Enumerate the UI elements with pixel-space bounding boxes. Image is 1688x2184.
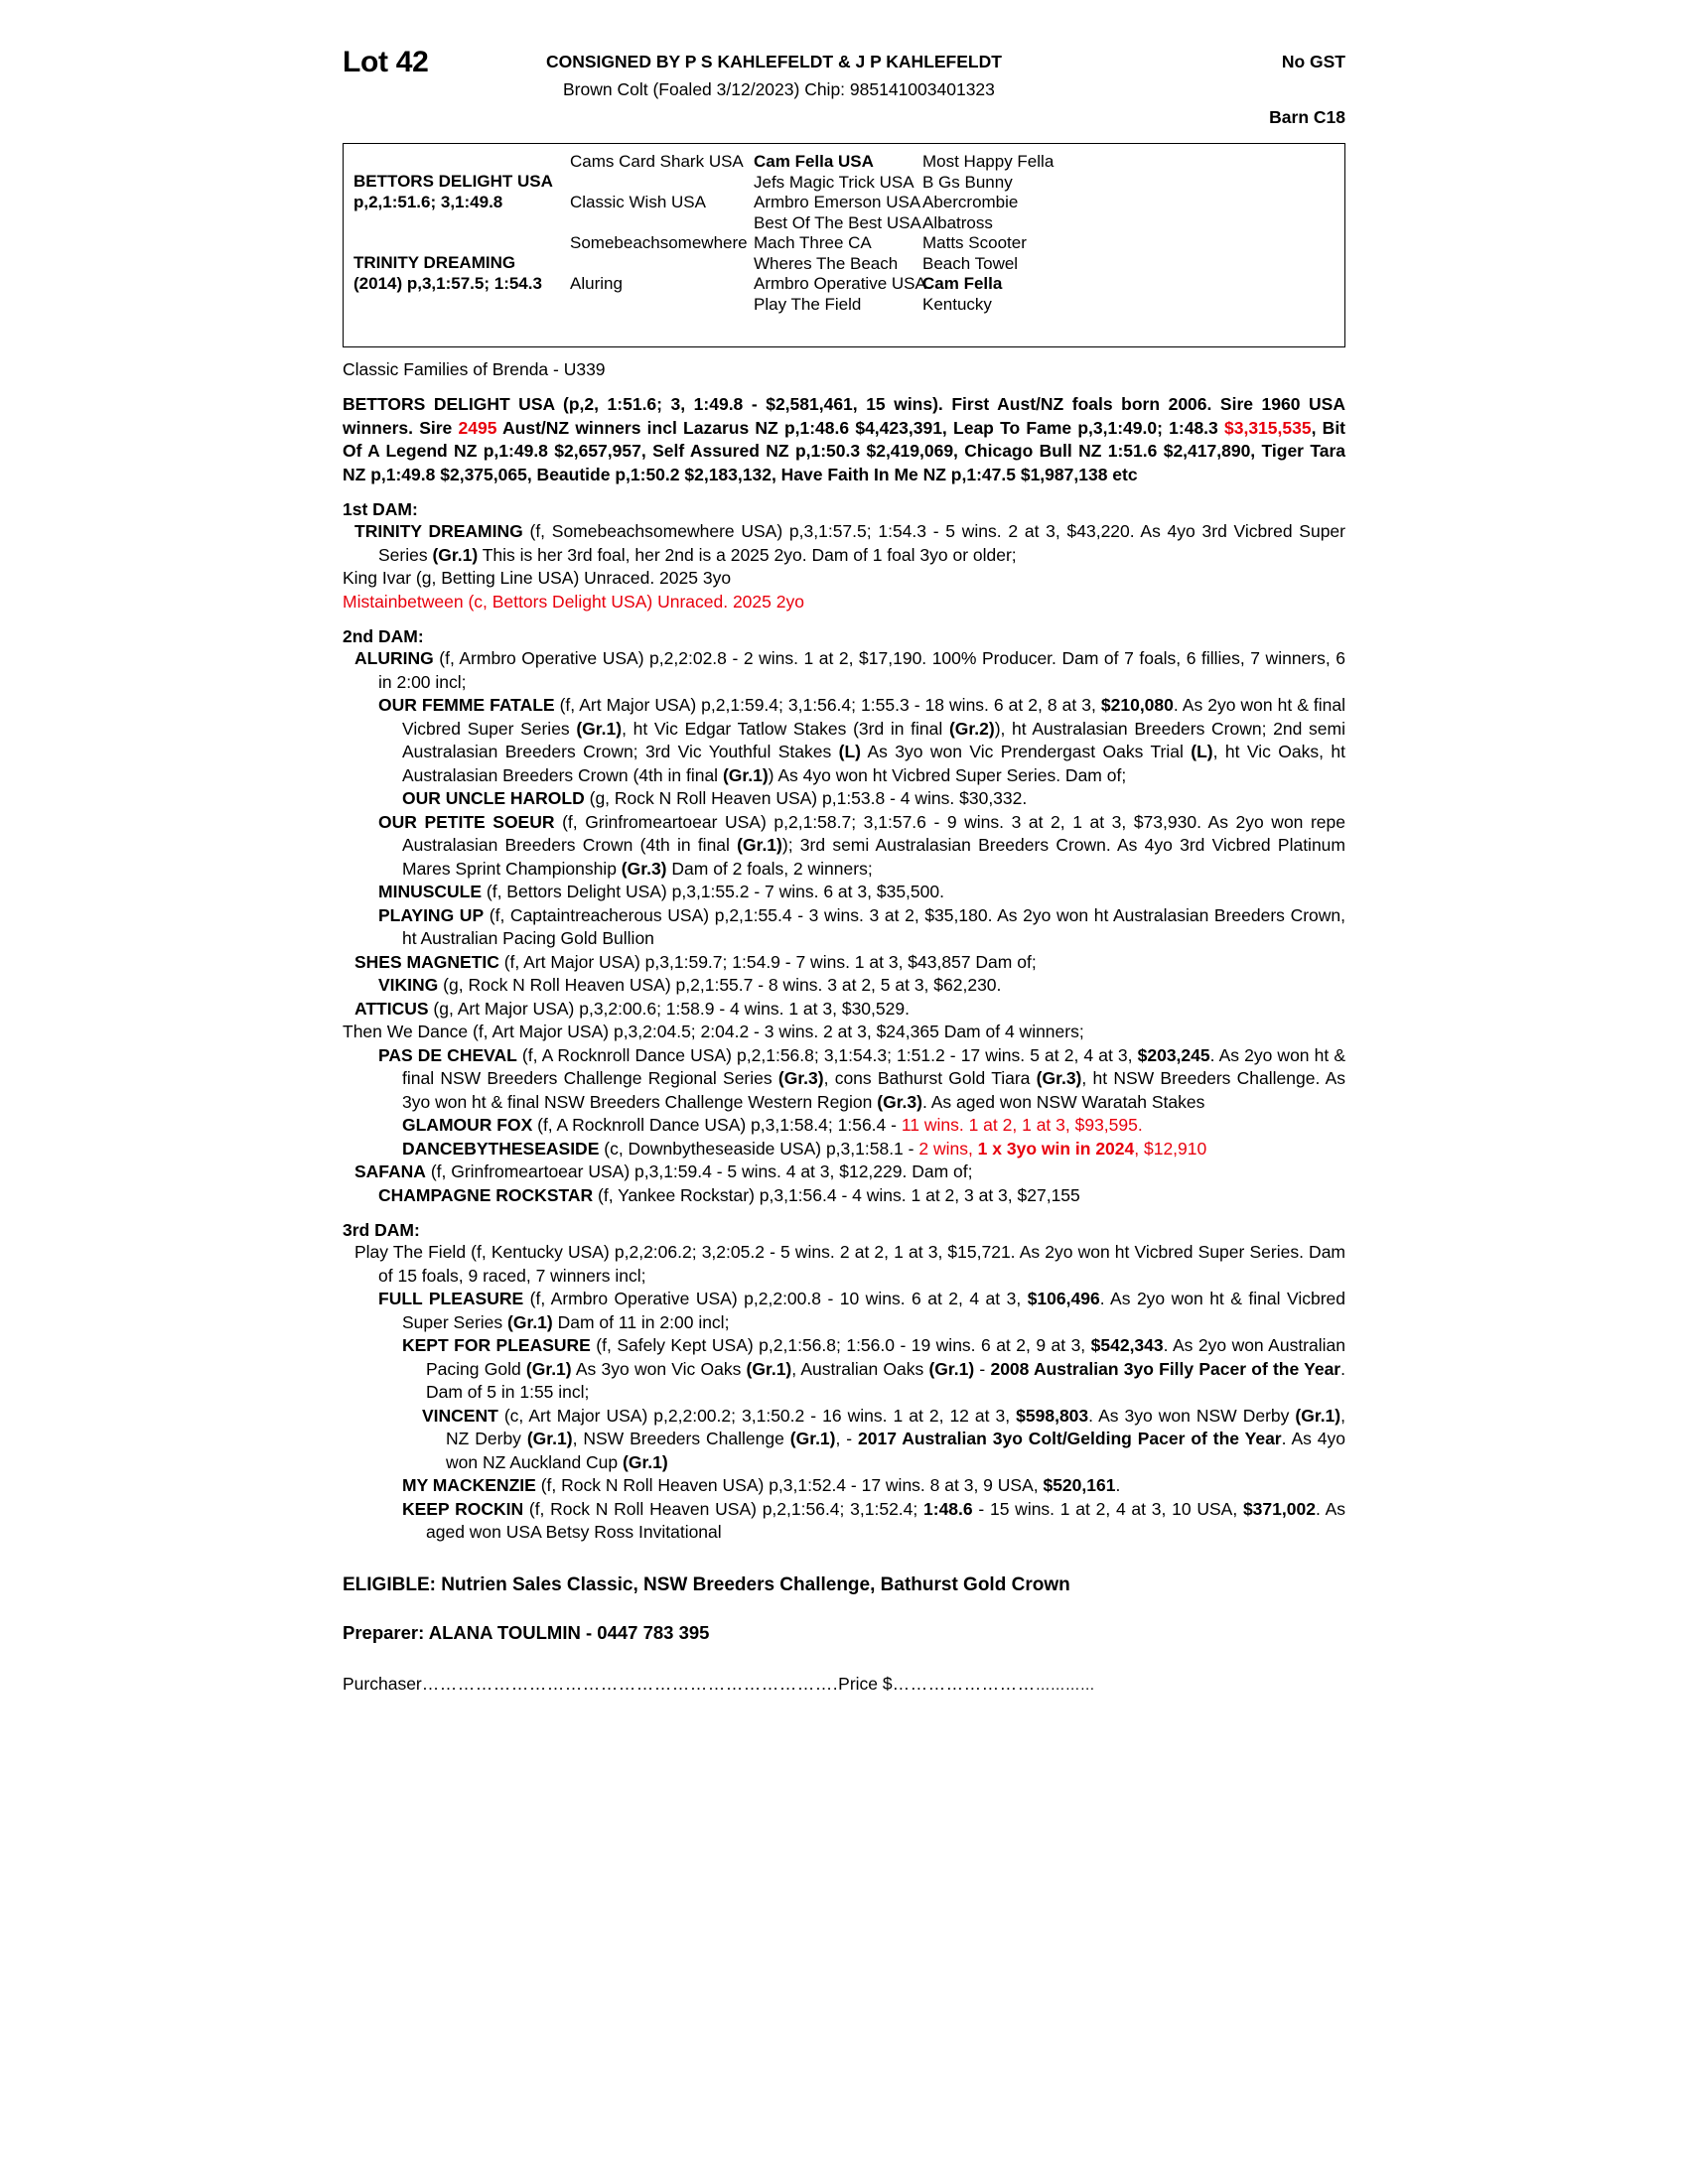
pas-de-cheval-name: PAS DE CHEVAL xyxy=(378,1044,517,1065)
purchaser-row xyxy=(343,1674,1345,1695)
pedigree-gen4-2: B Gs Bunny xyxy=(922,173,1013,192)
kept-for-pleasure-detail6: . Dam of 5 in 1:55 incl; xyxy=(426,1358,1345,1402)
leap-to-fame-earnings: $3,315,535 xyxy=(1224,417,1312,438)
pas-de-cheval-detail3: , cons Bathurst Gold Tiara xyxy=(823,1068,1037,1088)
progeny-safana xyxy=(343,1160,1345,1184)
our-femme-fatale-detail: (f, Art Major USA) p,2,1:59.4; 3,1:56.4; 1:55.3 - 18 wins. 6 at 2, 8 at 3, xyxy=(554,695,1101,715)
pas-de-cheval-grade2: (Gr.3) xyxy=(1036,1068,1082,1088)
progeny-viking xyxy=(343,974,1345,998)
dancebytheseaside-name: DANCEBYTHESEASIDE xyxy=(402,1138,600,1159)
safana-name: SAFANA xyxy=(354,1161,426,1181)
pas-de-cheval-detail: (f, A Rocknroll Dance USA) p,2,1:56.8; 3,1:54.3; 1:51.2 - 17 wins. 5 at 2, 4 at 3, xyxy=(516,1044,1138,1065)
pedigree-sire-record: p,2,1:51.6; 3,1:49.8 xyxy=(353,193,503,211)
progeny-glamour-fox xyxy=(343,1114,1345,1138)
pedigree-gen3-7: Armbro Operative USA xyxy=(754,274,926,293)
kept-for-pleasure-detail2: . As 2yo won Australian Pacing Gold xyxy=(426,1335,1345,1379)
kept-for-pleasure-grade3: (Gr.1) xyxy=(928,1358,975,1379)
pedigree-table xyxy=(343,143,1345,347)
family-line: Classic Families of Brenda - U339 xyxy=(343,359,606,379)
dancebytheseaside-2024-win: 1 x 3yo win in 2024 xyxy=(977,1138,1135,1159)
first-dam-foal-1: King Ivar (g, Betting Line USA) Unraced. 2025 3yo xyxy=(343,568,732,588)
progeny-our-uncle-harold xyxy=(343,787,1345,811)
lot-number: Lot 42 xyxy=(343,46,429,78)
keep-rockin-earnings: $371,002 xyxy=(1242,1498,1316,1519)
our-femme-fatale-detail2: . As 2yo won ht & final Vicbred Super Series xyxy=(402,695,1346,739)
my-mackenzie-detail: (f, Rock N Roll Heaven USA) p,3,1:52.4 - 17 wins. 8 at 3, 9 USA, xyxy=(535,1475,1044,1495)
pedigree-gen3-6: Wheres The Beach xyxy=(754,254,899,273)
glamour-fox-detail2: . xyxy=(1137,1115,1143,1135)
second-dam-name: ALURING xyxy=(354,648,434,668)
price-dotted-line: …………………… xyxy=(892,1673,1036,1694)
pedigree-gen4-1: Most Happy Fella xyxy=(922,152,1055,171)
vincent-detail: (c, Art Major USA) p,2,2:00.2; 3,1:50.2 - 16 wins. 1 at 2, 12 at 3, xyxy=(497,1405,1017,1426)
our-uncle-harold-name: OUR UNCLE HAROLD xyxy=(402,788,585,808)
pedigree-gen3-4: Best Of The Best USA xyxy=(754,213,921,232)
our-femme-fatale-detail5: As 3yo won Vic Prendergast Oaks Trial xyxy=(861,742,1192,761)
our-petite-soeur-detail: (f, Grinfromeartoear USA) p,2,1:58.7; 3,1:57.6 - 9 wins. 3 at 2, 1 at 3, $73,930. As 2yo won repe Australasian Breeders Crown (4th in final xyxy=(402,811,1345,855)
our-femme-fatale-detail6: , ht Vic Oaks, ht Australasian Breeders Crown (4th in final xyxy=(402,742,1345,785)
pedigree-sire-sire: Cams Card Shark USA xyxy=(570,152,744,171)
vincent-detail4: , NSW Breeders Challenge xyxy=(572,1429,790,1448)
sire-winners-count: 2495 xyxy=(458,417,497,438)
pedigree-dam-dam: Aluring xyxy=(570,274,623,293)
pas-de-cheval-detail2: . As 2yo won ht & final NSW Breeders Challenge Regional Series xyxy=(402,1044,1345,1088)
second-dam-entry xyxy=(343,647,1345,694)
our-femme-fatale-detail4: ), ht Australasian Breeders Crown; 2nd semi Australasian Breeders Crown; 3rd Vic Youthful Stakes xyxy=(402,718,1345,761)
progeny-full-pleasure xyxy=(343,1288,1345,1334)
our-petite-soeur-grade2: (Gr.3) xyxy=(621,858,667,879)
pedigree-gen3-2: Jefs Magic Trick USA xyxy=(754,173,914,192)
keep-rockin-mark: 1:48.6 xyxy=(923,1498,973,1519)
first-dam-foal-2: Mistainbetween (c, Bettors Delight USA) Unraced. 2025 2yo xyxy=(343,591,804,612)
glamour-fox-name: GLAMOUR FOX xyxy=(402,1115,533,1135)
foaling-details: Brown Colt (Foaled 3/12/2023) Chip: 985141003401323 xyxy=(563,79,995,99)
keep-rockin-name: KEEP ROCKIN xyxy=(402,1498,524,1519)
purchaser-label: Purchaser xyxy=(343,1673,422,1694)
playing-up-name: PLAYING UP xyxy=(378,904,485,925)
progeny-pas-de-cheval xyxy=(343,1044,1345,1115)
progeny-then-we-dance: Then We Dance (f, Art Major USA) p,3,2:04.5; 2:04.2 - 3 wins. 2 at 3, $24,365 Dam of 4 winners; xyxy=(343,1022,1084,1041)
first-dam-heading: 1st DAM: xyxy=(343,499,418,519)
our-uncle-harold-detail: (g, Rock N Roll Heaven USA) p,1:53.8 - 4 wins. $30,332. xyxy=(584,788,1028,808)
pedigree-gen3-1: Cam Fella USA xyxy=(754,152,874,171)
sire-notes-l4: Assured NZ p,1:50.3 $2,419,069, Chicago Bull NZ 1:51.6 $2,417,890, Tiger Tara NZ p,1:49.8 xyxy=(343,441,1346,484)
glamour-fox-detail: (f, A Rocknroll Dance USA) p,3,1:58.4; 1:56.4 - xyxy=(532,1115,902,1135)
my-mackenzie-earnings: $520,161 xyxy=(1043,1475,1116,1495)
pedigree-sire-dam: Classic Wish USA xyxy=(570,193,706,211)
progeny-dancebytheseaside xyxy=(343,1138,1345,1161)
full-pleasure-earnings: $106,496 xyxy=(1027,1289,1100,1308)
sire-notes xyxy=(343,393,1345,486)
vincent-grade1: (Gr.1) xyxy=(1295,1405,1341,1426)
pas-de-cheval-earnings: $203,245 xyxy=(1137,1044,1210,1065)
first-dam-detail2: This is her 3rd foal, her 2nd is a 2025 2yo. Dam of 1 foal 3yo or older; xyxy=(478,544,1017,565)
our-femme-fatale-earnings: $210,080 xyxy=(1100,695,1174,715)
dancebytheseaside-wins: 2 wins, xyxy=(918,1138,978,1159)
my-mackenzie-detail2: . xyxy=(1115,1475,1121,1495)
barn-label: Barn C18 xyxy=(1269,107,1345,127)
progeny-my-mackenzie xyxy=(343,1474,1345,1498)
champagne-rockstar-name: CHAMPAGNE ROCKSTAR xyxy=(378,1184,594,1205)
kept-for-pleasure-detail: (f, Safely Kept USA) p,2,1:56.8; 1:56.0 - 19 wins. 6 at 2, 9 at 3, xyxy=(590,1335,1091,1355)
dancebytheseaside-sep: , xyxy=(1134,1138,1144,1159)
our-petite-soeur-detail2: ); 3rd semi Australasian Breeders Crown. As 4yo 3rd Vicbred Platinum Mares Sprint Championship xyxy=(402,835,1345,879)
page-header xyxy=(343,40,1345,131)
keep-rockin-detail2: - 15 wins. 1 at 2, 4 at 3, 10 USA, xyxy=(972,1498,1243,1519)
full-pleasure-name: FULL PLEASURE xyxy=(378,1289,524,1308)
preparer-line: Preparer: ALANA TOULMIN - 0447 783 395 xyxy=(343,1621,710,1643)
page-content xyxy=(343,40,1345,1695)
full-pleasure-grade: (Gr.1) xyxy=(507,1311,553,1332)
our-femme-fatale-detail7: ) As 4yo won ht Vicbred Super Series. Dam of; xyxy=(768,764,1127,785)
third-dam-heading: 3rd DAM: xyxy=(343,1220,420,1240)
progeny-keep-rockin xyxy=(343,1498,1345,1545)
pedigree-gen3-5: Mach Three CA xyxy=(754,233,872,252)
progeny-shes-magnetic xyxy=(343,951,1345,975)
progeny-vincent xyxy=(343,1405,1345,1475)
kept-for-pleasure-detail3: As 3yo won Vic Oaks xyxy=(571,1358,747,1379)
pedigree-dam-name: TRINITY DREAMING xyxy=(353,253,516,272)
sire-notes-l3b: , Bit Of A Legend NZ p,1:49.8 $2,657,957, Self xyxy=(343,417,1346,461)
vincent-grade3: (Gr.1) xyxy=(789,1429,836,1448)
progeny-our-petite-soeur xyxy=(343,811,1345,882)
pedigree-gen3-3: Armbro Emerson USA xyxy=(754,193,921,211)
kept-for-pleasure-detail5: - xyxy=(974,1358,991,1379)
pas-de-cheval-grade1: (Gr.3) xyxy=(777,1068,824,1088)
vincent-name: VINCENT xyxy=(422,1405,498,1426)
vincent-earnings: $598,803 xyxy=(1016,1405,1089,1426)
glamour-fox-record-highlight: 11 wins. 1 at 2, 1 at 3, $93,595 xyxy=(901,1115,1138,1135)
our-femme-fatale-grade4: (L) xyxy=(1191,742,1213,761)
dancebytheseaside-earnings: $12,910 xyxy=(1143,1138,1207,1159)
kept-for-pleasure-detail4: , Australian Oaks xyxy=(791,1358,929,1379)
price-label: Price $ xyxy=(838,1673,893,1694)
pedigree-sire-name: BETTORS DELIGHT USA xyxy=(353,172,553,191)
sire-notes-l1: BETTORS DELIGHT USA (p,2, 1:51.6; 3, 1:49.8 - $2,581,461, 15 wins). First Aust/NZ foals born xyxy=(343,394,1161,414)
keep-rockin-detail: (f, Rock N Roll Heaven USA) p,2,1:56.4; 3,1:52.4; xyxy=(523,1498,924,1519)
progeny-playing-up xyxy=(343,904,1345,951)
atticus-name: ATTICUS xyxy=(354,998,429,1019)
pas-de-cheval-grade3: (Gr.3) xyxy=(877,1091,922,1112)
vincent-award: 2017 Australian 3yo Colt/Gelding Pacer of the Year xyxy=(858,1429,1282,1448)
sire-notes-l2a: 2006. Sire 1960 USA winners. Sire xyxy=(343,394,1345,438)
vincent-detail3: , NZ Derby xyxy=(446,1405,1345,1448)
progeny-champagne-rockstar xyxy=(343,1184,1345,1208)
kept-for-pleasure-grade1: (Gr.1) xyxy=(525,1358,572,1379)
pedigree-gen3-8: Play The Field xyxy=(754,295,862,314)
pedigree-gen4-6: Beach Towel xyxy=(922,254,1019,273)
atticus-detail: (g, Art Major USA) p,3,2:00.6; 1:58.9 - 4 wins. 1 at 3, $30,529. xyxy=(428,998,910,1019)
sire-notes-l2b: Aust/NZ winners incl Lazarus NZ p,1:48.6 $4,423,391, xyxy=(496,417,947,438)
pedigree-gen4-3: Abercrombie xyxy=(922,193,1019,211)
minuscule-name: MINUSCULE xyxy=(378,882,483,901)
our-petite-soeur-name: OUR PETITE SOEUR xyxy=(378,811,555,832)
our-femme-fatale-grade5: (Gr.1) xyxy=(722,764,769,785)
vincent-grade4: (Gr.1) xyxy=(623,1451,668,1472)
champagne-rockstar-detail: (f, Yankee Rockstar) p,3,1:56.4 - 4 wins. 1 at 2, 3 at 3, $27,155 xyxy=(593,1184,1080,1205)
vincent-detail6: . As 4yo won NZ Auckland Cup xyxy=(446,1429,1345,1472)
pedigree-gen4-4: Albatross xyxy=(922,213,993,232)
viking-name: VIKING xyxy=(378,975,439,995)
pedigree-gen4-5: Matts Scooter xyxy=(922,233,1027,252)
full-pleasure-detail: (f, Armbro Operative USA) p,2,2:00.8 - 10 wins. 6 at 2, 4 at 3, xyxy=(523,1289,1028,1308)
pas-de-cheval-detail4: , ht NSW Breeders Challenge. As 3yo won ht & final NSW Breeders Challenge Western Region xyxy=(402,1068,1346,1112)
my-mackenzie-name: MY MACKENZIE xyxy=(402,1475,536,1495)
full-pleasure-detail3: Dam of 11 in 2:00 incl; xyxy=(552,1311,730,1332)
vincent-grade2: (Gr.1) xyxy=(526,1429,573,1448)
first-dam-entry xyxy=(343,520,1345,567)
pedigree-dam-record: (2014) p,3,1:57.5; 1:54.3 xyxy=(353,274,542,293)
consignor-line: CONSIGNED BY P S KAHLEFELDT & J P KAHLEFELDT xyxy=(546,52,1002,71)
our-femme-fatale-grade1: (Gr.1) xyxy=(576,718,623,739)
kept-for-pleasure-award: 2008 Australian 3yo Filly Pacer of the Year xyxy=(990,1358,1341,1379)
pedigree-gen4-7: Cam Fella xyxy=(922,274,1003,293)
full-pleasure-detail2: . As 2yo won ht & final Vicbred Super Series xyxy=(402,1289,1346,1332)
progeny-kept-for-pleasure xyxy=(343,1334,1345,1405)
playing-up-detail: (f, Captaintreacherous USA) p,2,1:55.4 - 3 wins. 3 at 2, $35,180. As 2yo won ht Australasian Breeders Crown, ht Australian Pacing Gold Bullion xyxy=(402,904,1345,948)
shes-magnetic-name: SHES MAGNETIC xyxy=(354,951,499,972)
our-petite-soeur-detail3: Dam of 2 foals, 2 winners; xyxy=(666,858,873,879)
eligible-line: ELIGIBLE: Nutrien Sales Classic, NSW Breeders Challenge, Bathurst Gold Crown xyxy=(343,1573,1070,1595)
pedigree-gen4-8: Kentucky xyxy=(922,295,992,314)
price-dotted-line-2: ………… xyxy=(1035,1676,1095,1694)
first-dam-detail: (f, Somebeachsomewhere USA) p,3,1:57.5; 1:54.3 - 5 wins. 2 at 3, $43,220. As 4yo 3rd Vicbred Super Series xyxy=(378,521,1345,565)
our-petite-soeur-grade1: (Gr.1) xyxy=(737,835,782,855)
third-dam-entry: Play The Field (f, Kentucky USA) p,2,2:06.2; 3,2:05.2 - 5 wins. 2 at 2, 1 at 3, $15,721. As 2yo won ht Vicbred Super Series. Dam of 15 foals, 9 raced, 7 winners incl; xyxy=(354,1242,1345,1286)
shes-magnetic-detail: (f, Art Major USA) p,3,1:59.7; 1:54.9 - 7 wins. 1 at 3, $43,857 Dam of; xyxy=(498,951,1037,972)
viking-detail: (g, Rock N Roll Heaven USA) p,2,1:55.7 - 8 wins. 3 at 2, 5 at 3, $62,230. xyxy=(438,975,1002,995)
kept-for-pleasure-grade2: (Gr.1) xyxy=(746,1358,792,1379)
sire-notes-l3a: Leap To Fame p,3,1:49.0; 1:48.3 xyxy=(953,417,1224,438)
progeny-our-femme-fatale xyxy=(343,694,1345,787)
first-dam-grade: (Gr.1) xyxy=(432,544,479,565)
purchaser-dotted-line: ……………………………………………………………. xyxy=(421,1673,839,1694)
progeny-atticus xyxy=(343,998,1345,1022)
keep-rockin-detail3: . As aged won USA Betsy Ross Invitational xyxy=(426,1498,1346,1542)
pedigree-dam-sire: Somebeachsomewhere xyxy=(570,233,748,252)
our-femme-fatale-name: OUR FEMME FATALE xyxy=(378,695,555,715)
gst-status: No GST xyxy=(1281,52,1345,71)
second-dam-detail: (f, Armbro Operative USA) p,2,2:02.8 - 2 wins. 1 at 2, $17,190. 100% Producer. Dam of 7 foals, 6 fillies, 7 winners, 6 in 2:00 incl; xyxy=(378,648,1345,692)
safana-detail: (f, Grinfromeartoear USA) p,3,1:59.4 - 5 wins. 4 at 3, $12,229. Dam of; xyxy=(425,1161,973,1181)
minuscule-detail: (f, Bettors Delight USA) p,3,1:55.2 - 7 wins. 6 at 3, $35,500. xyxy=(482,882,944,901)
second-dam-heading: 2nd DAM: xyxy=(343,626,424,646)
vincent-detail5: , - xyxy=(835,1429,859,1448)
progeny-minuscule xyxy=(343,881,1345,904)
kept-for-pleasure-earnings: $542,343 xyxy=(1090,1335,1164,1355)
pas-de-cheval-detail5: . As aged won NSW Waratah Stakes xyxy=(921,1091,1205,1112)
kept-for-pleasure-name: KEPT FOR PLEASURE xyxy=(402,1335,591,1355)
first-dam-name: TRINITY DREAMING xyxy=(354,521,523,541)
our-femme-fatale-grade3: (L) xyxy=(838,742,862,761)
sire-notes-l5: $2,375,065, Beautide p,1:50.2 $2,183,132, Have Faith In Me NZ p,1:47.5 $1,987,138 etc xyxy=(440,464,1138,484)
our-femme-fatale-grade2: (Gr.2) xyxy=(948,718,995,739)
our-femme-fatale-detail3: , ht Vic Edgar Tatlow Stakes (3rd in final xyxy=(622,718,949,739)
vincent-detail2: . As 3yo won NSW Derby xyxy=(1088,1405,1296,1426)
dancebytheseaside-detail: (c, Downbytheseaside USA) p,3,1:58.1 - xyxy=(599,1138,919,1159)
